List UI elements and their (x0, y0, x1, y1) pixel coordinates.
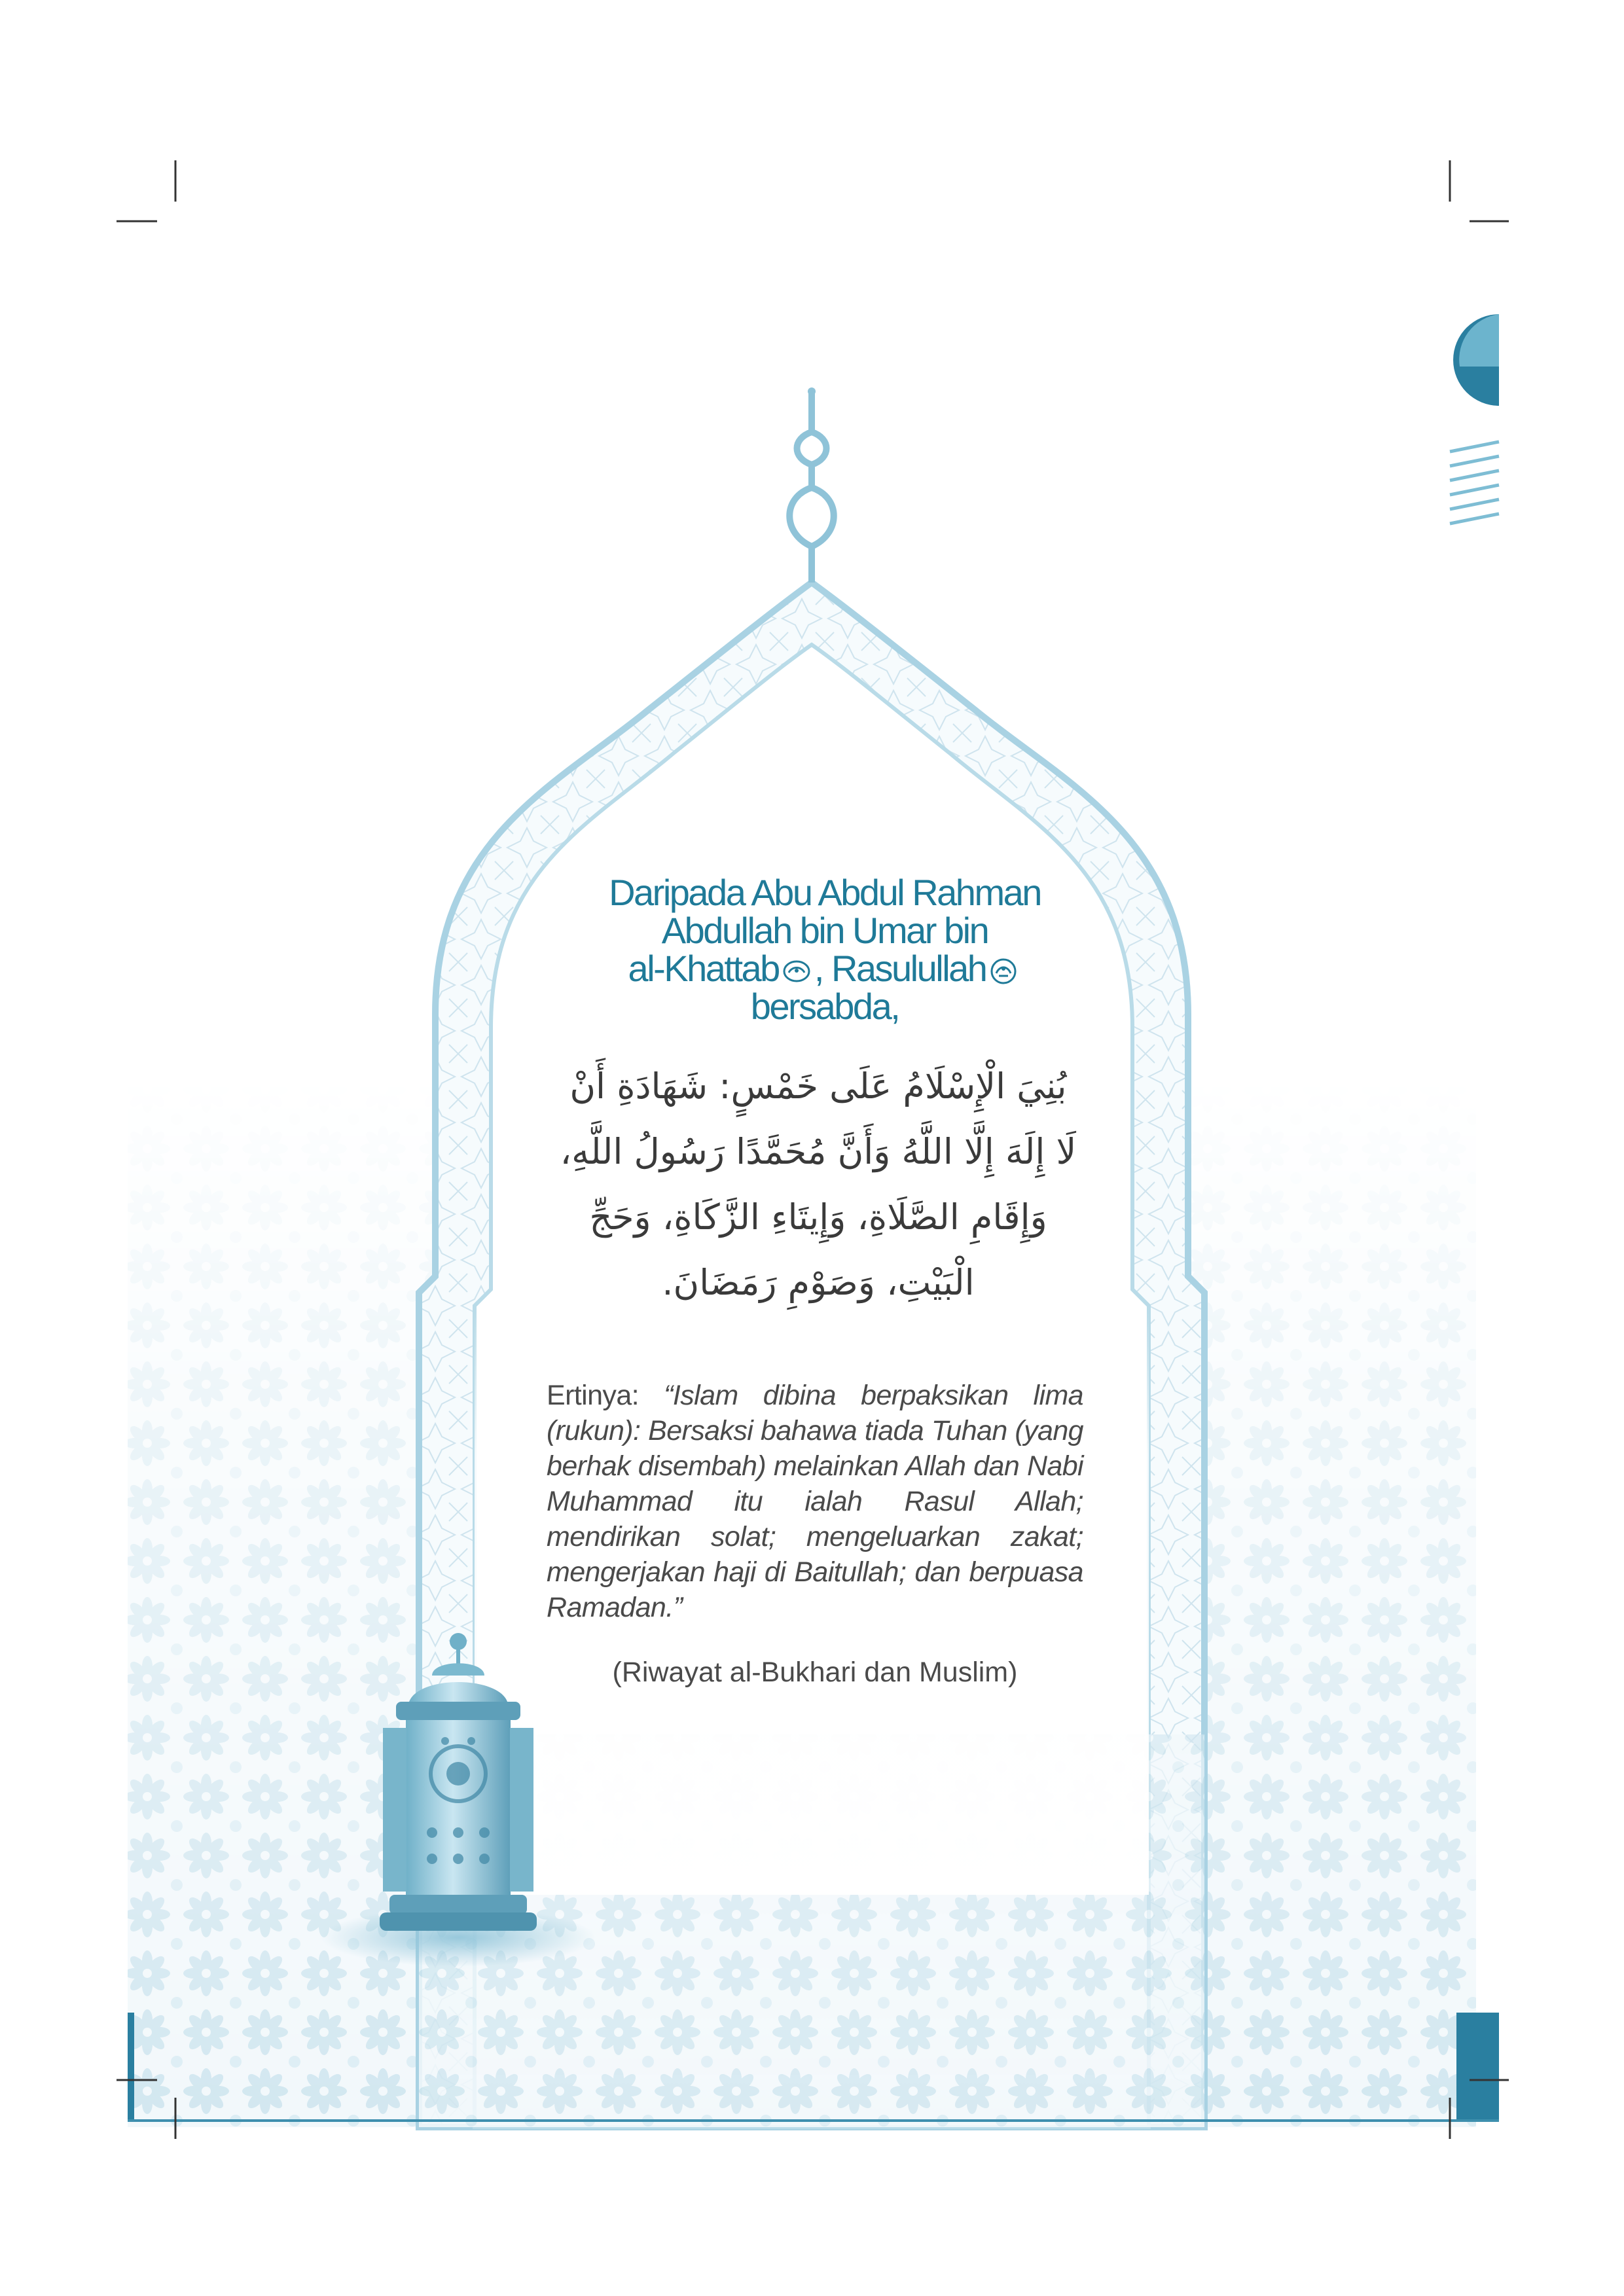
heading-line-3a: al-Khattab (628, 948, 779, 989)
arabic-line-4: الْبَيْتِ، وَصَوْمِ رَمَضَانَ. (662, 1262, 975, 1303)
hadith-source: (Riwayat al-Bukhari dan Muslim) (612, 1657, 1018, 1688)
heading-line-1: Daripada Abu Abdul Rahman (609, 872, 1041, 913)
heading-line-4: bersabda, (750, 986, 899, 1027)
arabic-line-1: بُنِيَ الْإِسْلَامُ عَلَى خَمْسٍ: شَهَادَةِ أَنْ (569, 1066, 1067, 1107)
hadith-narrator-heading (576, 874, 1074, 1026)
arabic-line-3: وَإِقَامِ الصَّلَاةِ، وَإِيتَاءِ الزَّكَاةِ، وَحَجِّ (589, 1196, 1047, 1238)
arch-finial (789, 393, 834, 583)
hadith-translation (547, 1378, 1083, 1625)
heading-line-3 (576, 950, 1074, 988)
translation-text: “Islam dibina berpaksikan lima (rukun): Bersaksi bahawa tiada Tuhan (yang berhak disembah) melainkan Allah dan Nabi Muhammad itu ialah Rasul Allah; mendirikan solat; mengeluarkan zakat; mengerjakan haji di Baitullah; dan berpuasa Ramadan.” (547, 1380, 1083, 1623)
radiyallahu-anhu-seal-icon (783, 960, 810, 983)
heading-line-3b: , Rasulullah (814, 948, 986, 989)
heading-line-2: Abdullah bin Umar bin (661, 910, 988, 951)
hadith-arabic-text (524, 1054, 1113, 1316)
sallallahu-alaihi-wasallam-seal-icon (990, 958, 1017, 985)
arabic-line-2: لَا إِلَهَ إِلَّا اللَّهُ وَأَنَّ مُحَمَّدًا رَسُولُ اللَّهِ، (560, 1131, 1077, 1172)
translation-label: Ertinya: (547, 1380, 664, 1411)
